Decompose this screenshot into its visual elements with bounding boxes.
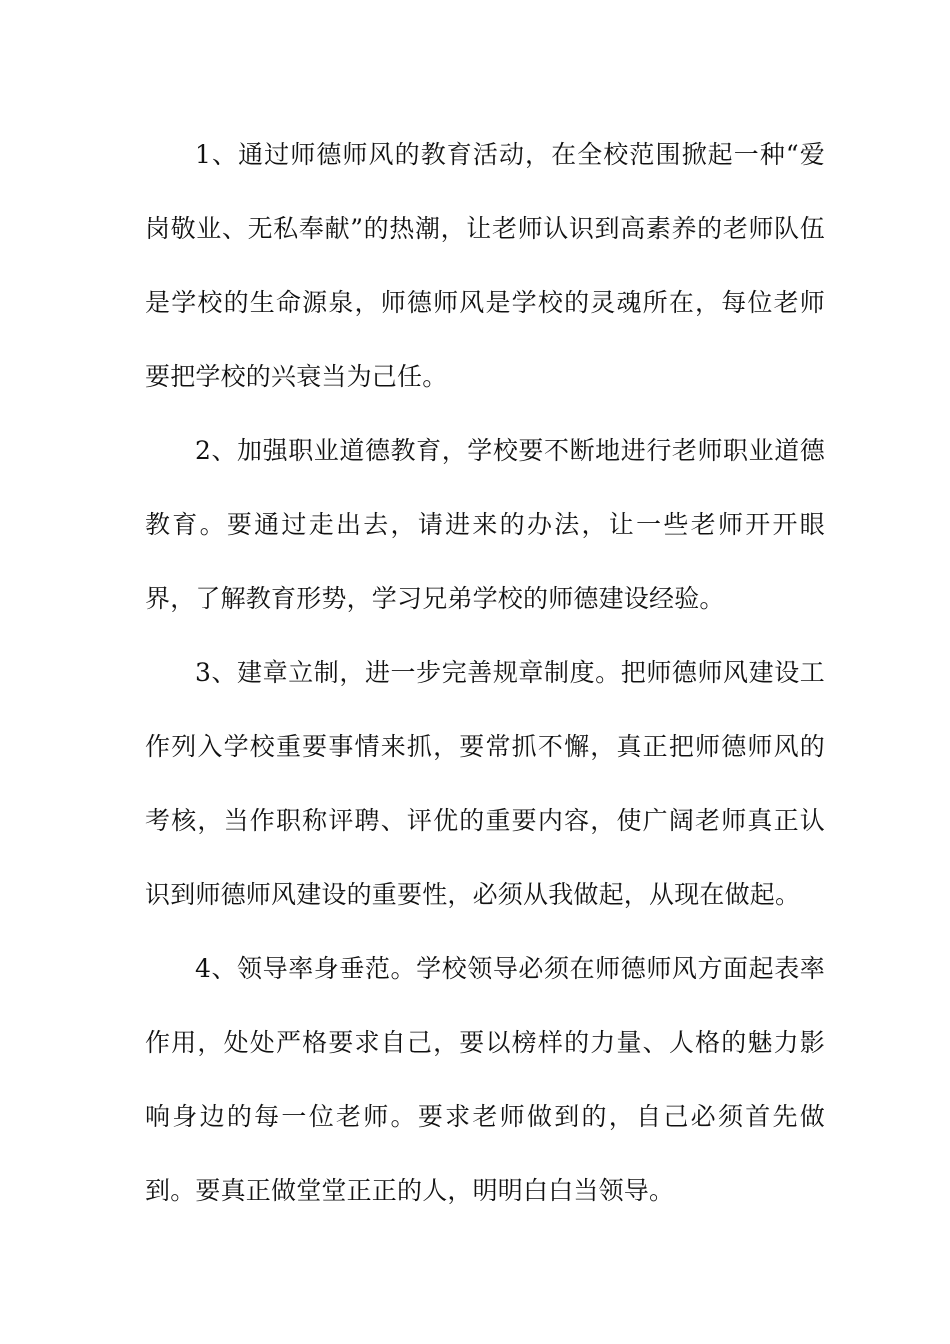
paragraph-4: 4、领导率身垂范。学校领导必须在师德师风方面起表率作用，处处严格要求自己，要以榜样的力量、人格的魅力影响身边的每一位老师。要求老师做到的，自己必须首先做到。要真正做堂堂正正的人，明明白白当领导。 (145, 954, 825, 1205)
paragraph-2: 2、加强职业道德教育，学校要不断地进行老师职业道德教育。要通过走出去，请进来的办法，让一些老师开开眼界，了解教育形势，学习兄弟学校的师德建设经验。 (145, 436, 825, 613)
paragraph-1: 1、通过师德师风的教育活动，在全校范围掀起一种“爱岗敬业、无私奉献”的热潮，让老师认识到高素养的老师队伍是学校的生命源泉，师德师风是学校的灵魂所在，每位老师要把学校的兴衰当为己任。 (145, 140, 825, 391)
paragraph-3: 3、建章立制，进一步完善规章制度。把师德师风建设工作列入学校重要事情来抓，要常抓不懈，真正把师德师风的考核，当作职称评聘、评优的重要内容，使广阔老师真正认识到师德师风建设的重要性，必须从我做起，从现在做起。 (145, 658, 825, 909)
